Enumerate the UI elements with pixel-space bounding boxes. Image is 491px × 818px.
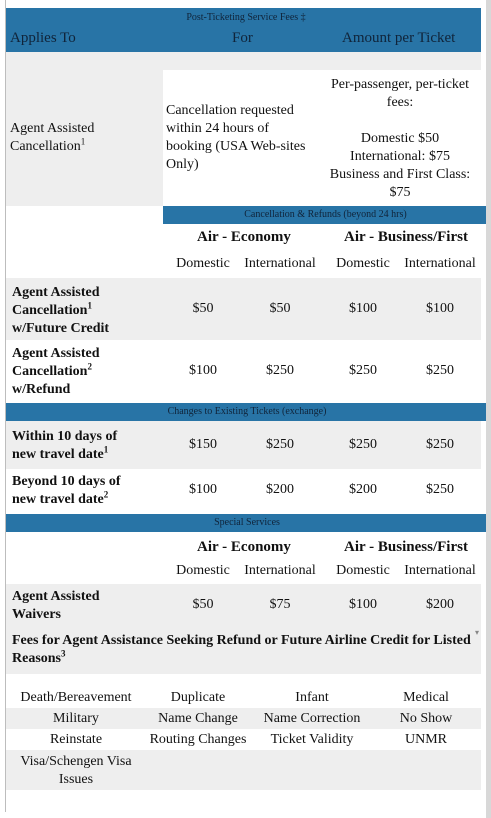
section-special-title: Special Services [6, 514, 488, 532]
row-label-sup: 1 [87, 300, 92, 311]
reason-item: Name Correction [263, 711, 361, 726]
row-label-text: new travel date [12, 492, 104, 507]
special-subcol-3: Domestic [336, 563, 390, 578]
fee-cell: $200 [266, 482, 294, 497]
row-label-text: new travel date [12, 447, 104, 462]
row-label-line: w/Refund [12, 382, 71, 397]
row-label-line: Agent Assisted [12, 285, 100, 300]
fee-cell: $100 [349, 597, 377, 612]
table-row [6, 688, 481, 708]
row-label-text: Cancellation [12, 364, 88, 379]
fee-table [5, 0, 486, 812]
cancel24-label-text: Agent Assisted Cancellation [10, 121, 95, 154]
reason-item: Reinstate [49, 732, 103, 747]
row-label-text: Cancellation [12, 303, 88, 318]
col-header-amount: Amount per Ticket [342, 30, 456, 46]
cancel24-amount-line-2: Domestic $50 [360, 131, 440, 146]
row-label-line: Within 10 days of [12, 429, 118, 444]
fee-cell: $100 [349, 301, 377, 316]
special-subcol-4: International [404, 563, 476, 578]
cancel24-amount-line-4: Business and First Class: $75 [329, 167, 471, 200]
cancel-subcol-1: Domestic [176, 256, 230, 271]
reason-item: Medical [403, 690, 449, 705]
fee-cell: $75 [269, 597, 291, 612]
reasons-title-sup: 3 [61, 648, 66, 659]
table-title: Post-Ticketing Service Fees ‡ [186, 12, 306, 23]
row-label-line: Agent Assisted [12, 346, 100, 361]
fee-cell: $50 [192, 597, 214, 612]
cancel24-label-cell [6, 52, 163, 206]
row-label-beyond-10 [12, 473, 121, 509]
fee-cell: $100 [189, 482, 217, 497]
row-label-waivers [12, 588, 100, 624]
reasons-title-cell [6, 626, 481, 674]
row-label-within-10 [12, 428, 117, 464]
fee-cell: $250 [426, 482, 454, 497]
chevron-down-icon: ▾ [474, 628, 479, 637]
special-group-economy: Air - Economy [197, 539, 291, 555]
cancel24-amount-gap [320, 112, 480, 130]
fee-cell: $150 [189, 437, 217, 452]
fee-cell: $200 [349, 482, 377, 497]
fee-cell: $100 [189, 363, 217, 378]
reason-item: Military [53, 711, 99, 726]
special-subcol-2: International [244, 563, 316, 578]
cancel24-amount-line-1: Per-passenger, per-ticket fees: [330, 77, 470, 110]
cancel24-amount [320, 76, 480, 202]
reason-item: Death/Bereavement [20, 690, 132, 705]
table-row [6, 750, 481, 790]
reason-item: Routing Changes [149, 732, 247, 747]
fee-cell: $250 [349, 437, 377, 452]
table-row [6, 708, 481, 729]
scrollbar[interactable] [486, 0, 491, 818]
fee-cell: $250 [426, 363, 454, 378]
fee-cell: $200 [426, 597, 454, 612]
cancel-subcol-3: Domestic [336, 256, 390, 271]
reasons-title-text: Fees for Agent Assistance Seeking Refund or Future Airline Credit for Listed Reasons [12, 633, 471, 666]
reason-item: Infant [295, 690, 329, 705]
special-group-business: Air - Business/First [344, 539, 468, 555]
row-label-sup: 2 [87, 361, 92, 372]
table-row [6, 729, 481, 750]
reasons-title [12, 632, 478, 668]
fee-cell: $50 [269, 301, 291, 316]
row-label-sup: 2 [103, 489, 109, 500]
reason-item: No Show [399, 711, 453, 726]
row-label-future-credit [12, 284, 109, 338]
row-label-line: Waivers [12, 607, 61, 622]
reason-item: UNMR [404, 732, 447, 747]
fee-cell: $250 [266, 363, 294, 378]
cancel24-spacer [163, 52, 481, 70]
row-label-line: Agent Assisted [12, 589, 100, 604]
fee-cell: $250 [426, 437, 454, 452]
fee-cell: $100 [426, 301, 454, 316]
col-header-for: For [232, 30, 253, 46]
row-label-line [12, 446, 117, 464]
section-cancel-title: Cancellation & Refunds (beyond 24 hrs) [163, 206, 488, 224]
row-label-line: Beyond 10 days of [12, 474, 121, 489]
cancel24-sup: 1 [80, 136, 86, 147]
fee-cell: $50 [192, 301, 214, 316]
cancel-subcol-4: International [404, 256, 476, 271]
reason-item: Ticket Validity [270, 732, 354, 747]
row-label-line [12, 491, 121, 509]
fee-cell: $250 [349, 363, 377, 378]
row-label-sup: 1 [103, 444, 109, 455]
cancel-subcol-2: International [244, 256, 316, 271]
special-subcol-1: Domestic [176, 563, 230, 578]
fee-cell: $250 [266, 437, 294, 452]
cancel-group-economy: Air - Economy [197, 229, 291, 245]
reason-item: Visa/Schengen Visa Issues [20, 754, 132, 787]
row-label-line: w/Future Credit [12, 321, 110, 336]
reason-item: Duplicate [170, 690, 226, 705]
cancel-group-business: Air - Business/First [344, 229, 468, 245]
cancel24-label [10, 120, 160, 156]
cancel24-for: Cancellation requested within 24 hours of booking (USA Web-sites Only) [166, 103, 306, 172]
cancel24-amount-line-3: International: $75 [350, 149, 450, 164]
table-header [6, 8, 481, 52]
section-changes-title: Changes to Existing Tickets (exchange) [6, 403, 488, 421]
row-label-refund [12, 345, 100, 399]
row-label-line [12, 302, 109, 320]
row-label-line [12, 363, 100, 381]
reason-item: Name Change [158, 711, 238, 726]
col-header-applies-to: Applies To [10, 30, 76, 46]
